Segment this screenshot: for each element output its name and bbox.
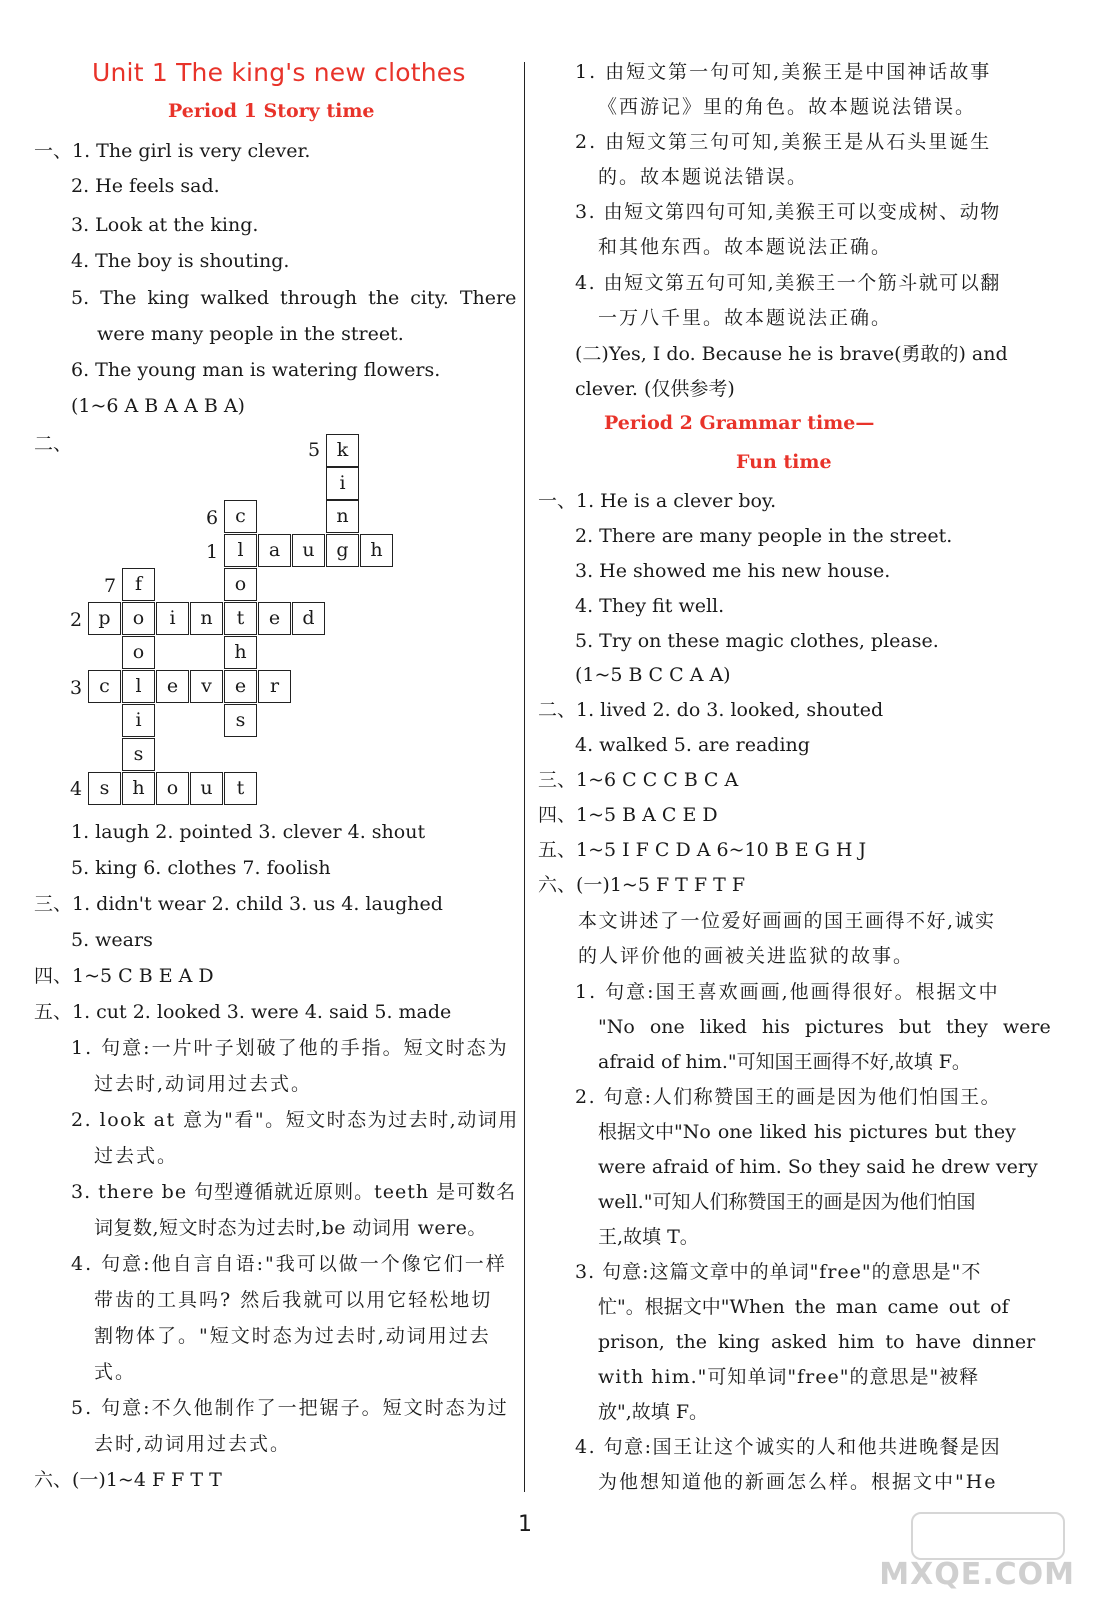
clue-number: 6 — [206, 507, 219, 529]
text-line: 根据文中"No one liked his pictures but they — [598, 1121, 1016, 1143]
watermark-badge — [911, 1512, 1065, 1560]
text-line: 2. 由短文第三句可知,美猴王是从石头里诞生 — [575, 131, 992, 153]
section-2-label: 二、 — [34, 433, 73, 455]
crossword-cell: e — [258, 602, 291, 635]
text-line: 4. walked 5. are reading — [575, 734, 810, 756]
clue-number: 3 — [70, 677, 83, 699]
text-line: 4. 句意:国王让这个诚实的人和他共进晚餐是因 — [575, 1436, 1002, 1458]
crossword-cell: o — [224, 568, 257, 601]
text-line: 词复数,短文时态为过去时,be 动词用 were。 — [94, 1217, 487, 1239]
text-line: 3. 句意:这篇文章中的单词"free"的意思是"不 — [575, 1261, 982, 1283]
period-1-heading: Period 1 Story time — [168, 100, 375, 122]
text-line: 为他想知道他的新画怎么样。根据文中"He — [598, 1471, 998, 1493]
text-line: 4. 句意:他自言自语:"我可以做一个像它们一样 — [71, 1253, 507, 1275]
crossword-cell: i — [156, 602, 189, 635]
crossword-cell: s — [224, 704, 257, 737]
text-line: 5. The king walked through the city. There — [71, 287, 517, 309]
crossword-cell: t — [224, 772, 257, 805]
text-line: 的。故本题说法错误。 — [598, 166, 809, 188]
text-line: 六、(一)1~5 F T F T F — [538, 874, 746, 896]
crossword-cell: e — [224, 670, 257, 703]
text-line: 3. Look at the king. — [71, 214, 259, 236]
crossword-cell: o — [122, 602, 155, 635]
crossword-cell: h — [224, 636, 257, 669]
text-line: well."可知人们称赞国王的画是因为他们怕国 — [598, 1191, 976, 1213]
text-line: 五、1. cut 2. looked 3. were 4. said 5. made — [34, 1001, 452, 1023]
text-line: 过去式。 — [94, 1145, 179, 1167]
clue-number: 7 — [104, 575, 117, 597]
text-line: 四、1~5 C B E A D — [34, 965, 214, 987]
crossword-cell: h — [360, 534, 393, 567]
crossword-cell: s — [88, 772, 121, 805]
text-line: 六、(一)1~4 F F T T — [34, 1469, 222, 1491]
text-line: 王,故填 T。 — [598, 1226, 699, 1248]
page-number: 1 — [518, 1512, 532, 1537]
crossword-cell: n — [326, 500, 359, 533]
crossword-cell: l — [224, 534, 257, 567]
clue-number: 5 — [308, 439, 321, 461]
text-line: 去时,动词用过去式。 — [94, 1433, 292, 1455]
text-line: (1~5 B C C A A) — [575, 664, 731, 686]
text-line: 和其他东西。故本题说法正确。 — [598, 236, 893, 258]
text-line: (二)Yes, I do. Because he is brave(勇敢的) and — [575, 343, 1008, 365]
crossword-cell: i — [326, 467, 359, 500]
text-line: 三、1. didn't wear 2. child 3. us 4. laughed — [34, 893, 443, 915]
text-line: 一、1. The girl is very clever. — [34, 140, 311, 162]
text-line: 五、1~5 I F C D A 6~10 B E G H J — [538, 839, 867, 861]
text-line: 5. wears — [71, 929, 153, 951]
text-line: 3. there be 句型遵循就近原则。teeth 是可数名 — [71, 1181, 517, 1203]
text-line: 的人评价他的画被关进监狱的故事。 — [578, 945, 915, 967]
text-line: 1. 由短文第一句可知,美猴王是中国神话故事 — [575, 61, 992, 83]
unit-title: Unit 1 The king's new clothes — [92, 58, 466, 87]
text-line: 1. laugh 2. pointed 3. clever 4. shout — [71, 821, 426, 843]
crossword-cell: u — [292, 534, 325, 567]
crossword-cell: t — [224, 602, 257, 635]
text-line: 《西游记》里的角色。故本题说法错误。 — [598, 96, 977, 118]
crossword-cell: o — [156, 772, 189, 805]
text-line: 三、1~6 C C C B C A — [538, 769, 739, 791]
crossword-cell: u — [190, 772, 223, 805]
text-line: 3. 由短文第四句可知,美猴王可以变成树、动物 — [575, 201, 1001, 223]
text-line: 一、1. He is a clever boy. — [538, 490, 777, 512]
text-line: "No one liked his pictures but they were — [598, 1016, 1051, 1038]
text-line: 割物体了。"短文时态为过去时,动词用过去 — [94, 1325, 491, 1347]
text-line: 5. Try on these magic clothes, please. — [575, 630, 939, 652]
text-line: 5. 句意:不久他制作了一把锯子。短文时态为过 — [71, 1397, 509, 1419]
text-line: clever. (仅供参考) — [575, 378, 735, 400]
text-line: 过去时,动词用过去式。 — [94, 1073, 313, 1095]
text-line: 4. The boy is shouting. — [71, 250, 290, 272]
clue-number: 4 — [70, 778, 83, 800]
crossword-cell: h — [122, 772, 155, 805]
crossword-cell: r — [258, 670, 291, 703]
text-line: 2. 句意:人们称赞国王的画是因为他们怕国王。 — [575, 1086, 1002, 1108]
crossword-cell: s — [122, 738, 155, 771]
text-line: 放",故填 F。 — [598, 1401, 709, 1423]
text-line: were afraid of him. So they said he drew very — [598, 1156, 1038, 1178]
text-line: 6. The young man is watering flowers. — [71, 359, 441, 381]
text-line: 5. king 6. clothes 7. foolish — [71, 857, 331, 879]
crossword-cell: l — [122, 670, 155, 703]
crossword-cell: c — [88, 670, 121, 703]
text-line: prison, the king asked him to have dinner — [598, 1331, 1036, 1353]
crossword-cell: c — [224, 500, 257, 533]
column-divider — [524, 62, 525, 1492]
clue-number: 2 — [70, 609, 83, 631]
crossword-cell: v — [190, 670, 223, 703]
text-line: 二、1. lived 2. do 3. looked, shouted — [538, 699, 884, 721]
period-2-heading-cont: Fun time — [736, 451, 832, 473]
text-line: 1. 句意:一片叶子划破了他的手指。短文时态为 — [71, 1037, 509, 1059]
text-line: 一万八千里。故本题说法正确。 — [598, 307, 893, 329]
text-line: (1~6 A B A A B A) — [71, 395, 245, 417]
text-line: 式。 — [94, 1361, 137, 1383]
crossword-cell: p — [88, 602, 121, 635]
text-line: 4. They fit well. — [575, 595, 725, 617]
watermark-text: MXQE.COM — [879, 1557, 1075, 1592]
text-line: 2. look at 意为"看"。短文时态为过去时,动词用 — [71, 1109, 519, 1131]
text-line: 本文讲述了一位爱好画画的国王画得不好,诚实 — [578, 910, 996, 932]
period-2-heading: Period 2 Grammar time— — [604, 412, 875, 434]
crossword-cell: a — [258, 534, 291, 567]
clue-number: 1 — [206, 541, 219, 563]
text-line: with him."可知单词"free"的意思是"被释 — [598, 1366, 980, 1388]
text-line: 3. He showed me his new house. — [575, 560, 891, 582]
text-line: 1. 句意:国王喜欢画画,他画得很好。根据文中 — [575, 981, 1000, 1003]
crossword-cell: f — [122, 568, 155, 601]
text-line: 忙"。根据文中"When the man came out of — [598, 1296, 1009, 1318]
text-line: afraid of him."可知国王画得不好,故填 F。 — [598, 1051, 971, 1073]
crossword-cell: n — [190, 602, 223, 635]
text-line: 2. He feels sad. — [71, 175, 220, 197]
crossword-cell: o — [122, 636, 155, 669]
text-line: 4. 由短文第五句可知,美猴王一个筋斗就可以翻 — [575, 272, 1001, 294]
text-line: 四、1~5 B A C E D — [538, 804, 718, 826]
text-line: were many people in the street. — [97, 323, 404, 345]
crossword-cell: e — [156, 670, 189, 703]
crossword-cell: g — [326, 534, 359, 567]
crossword-cell: d — [292, 602, 325, 635]
text-line: 2. There are many people in the street. — [575, 525, 953, 547]
crossword-cell: k — [326, 434, 359, 467]
text-line: 带齿的工具吗? 然后我就可以用它轻松地切 — [94, 1289, 493, 1311]
crossword-cell: i — [122, 704, 155, 737]
